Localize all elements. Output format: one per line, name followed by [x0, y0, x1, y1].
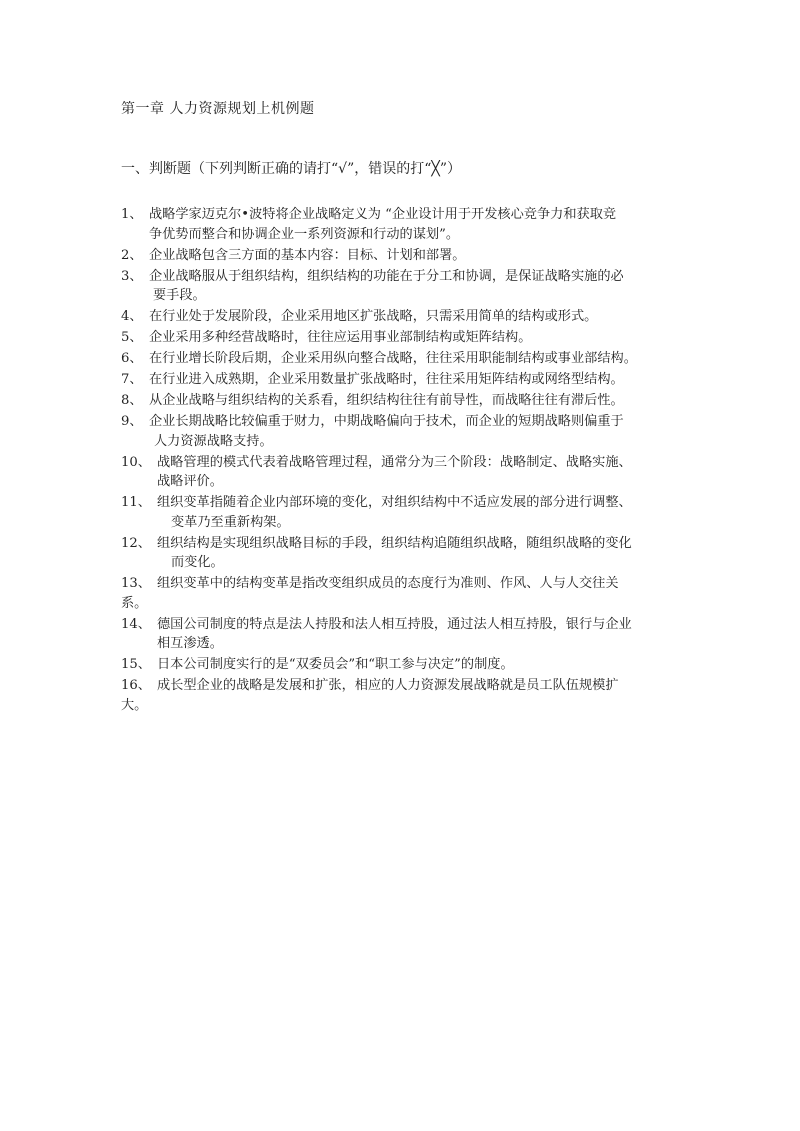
question-text: 变革乃至重新构架。	[171, 514, 290, 530]
question-text: 相互渗透。	[157, 636, 223, 651]
section-heading: 一、判断题（下列判断正确的请打“√”，错误的打“╳”）	[121, 161, 461, 177]
question-text: 在行业进入成熟期，企业采用数量扩张战略时，往往采用矩阵结构或网络型结构。	[149, 372, 624, 387]
question-item	[121, 534, 681, 573]
question-number: 10、	[121, 454, 151, 470]
question-number: 15、	[121, 657, 151, 672]
question-text: 战略管理的模式代表着战略管理过程，通常分为三个阶段：战略制定、战略实施、	[157, 454, 632, 470]
question-item	[121, 205, 681, 244]
question-text: 组织结构是实现组织战略目标的手段，组织结构追随组织战略，随组织战略的变化	[157, 535, 632, 551]
question-number: 1、	[121, 207, 143, 222]
question-item	[121, 246, 681, 266]
question-number: 11、	[121, 495, 151, 510]
question-item	[121, 493, 681, 532]
question-text: 大。	[121, 697, 148, 713]
question-item	[121, 328, 681, 348]
question-text: 争优势而整合和协调企业一系列资源和行动的谋划”。	[149, 226, 460, 242]
chapter-title: 第一章 人力资源规划上机例题	[121, 101, 315, 117]
question-number: 6、	[121, 351, 143, 366]
question-text: 企业战略服从于组织结构，组织结构的功能在于分工和协调，是保证战略实施的必	[149, 268, 624, 284]
question-number: 12、	[121, 535, 151, 551]
question-item	[121, 412, 681, 451]
question-number: 4、	[121, 309, 143, 324]
question-text: 组织变革中的结构变革是指改变组织成员的态度行为准则、作风、人与人交往关	[157, 576, 619, 591]
question-list	[121, 205, 681, 717]
question-text: 日本公司制度实行的是“双委员会”和“职工参与决定”的制度。	[157, 657, 514, 672]
question-item	[121, 349, 681, 369]
question-text: 而变化。	[171, 555, 224, 570]
question-item	[121, 655, 681, 675]
question-text: 在行业处于发展阶段，企业采用地区扩张战略，只需采用简单的结构或形式。	[149, 309, 598, 324]
question-text: 组织变革指随着企业内部环境的变化，对组织结构中不适应发展的部分进行调整、	[157, 495, 632, 510]
question-text: 企业战略包含三方面的基本内容：目标、计划和部署。	[149, 247, 466, 263]
question-text: 从企业战略与组织结构的关系看，组织结构往往有前导性，而战略往往有滞后性。	[149, 393, 624, 408]
question-item	[121, 307, 681, 327]
question-item	[121, 370, 681, 390]
question-text: 企业长期战略比较偏重于财力，中期战略偏向于技术，而企业的短期战略则偏重于	[149, 414, 624, 429]
question-item	[121, 615, 681, 654]
question-item	[121, 676, 681, 715]
question-number: 14、	[121, 616, 151, 632]
question-item	[121, 267, 681, 306]
question-text: 战略学家迈克尔•波特将企业战略定义为 “企业设计用于开发核心竞争力和获取竞	[149, 207, 617, 222]
question-text: 德国公司制度的特点是法人持股和法人相互持股，通过法人相互持股，银行与企业	[157, 616, 632, 632]
question-text: 要手段。	[153, 288, 206, 303]
question-text: 系。	[121, 595, 148, 611]
question-text: 成长型企业的战略是发展和扩张，相应的人力资源发展战略就是员工队伍规模扩	[157, 678, 619, 693]
question-text: 战略评价。	[157, 474, 223, 489]
question-item	[121, 574, 681, 613]
question-item	[121, 391, 681, 411]
question-number: 5、	[121, 330, 143, 345]
question-number: 8、	[121, 393, 143, 408]
question-number: 9、	[121, 414, 143, 429]
question-text: 企业采用多种经营战略时，往往应运用事业部制结构或矩阵结构。	[149, 330, 532, 345]
question-number: 2、	[121, 247, 143, 263]
question-text: 人力资源战略支持。	[154, 433, 273, 449]
question-number: 7、	[121, 372, 143, 387]
question-item	[121, 453, 681, 492]
question-number: 3、	[121, 268, 143, 284]
question-number: 13、	[121, 576, 151, 591]
question-text: 在行业增长阶段后期，企业采用纵向整合战略，往往采用职能制结构或事业部结构。	[149, 351, 637, 366]
question-number: 16、	[121, 678, 151, 693]
